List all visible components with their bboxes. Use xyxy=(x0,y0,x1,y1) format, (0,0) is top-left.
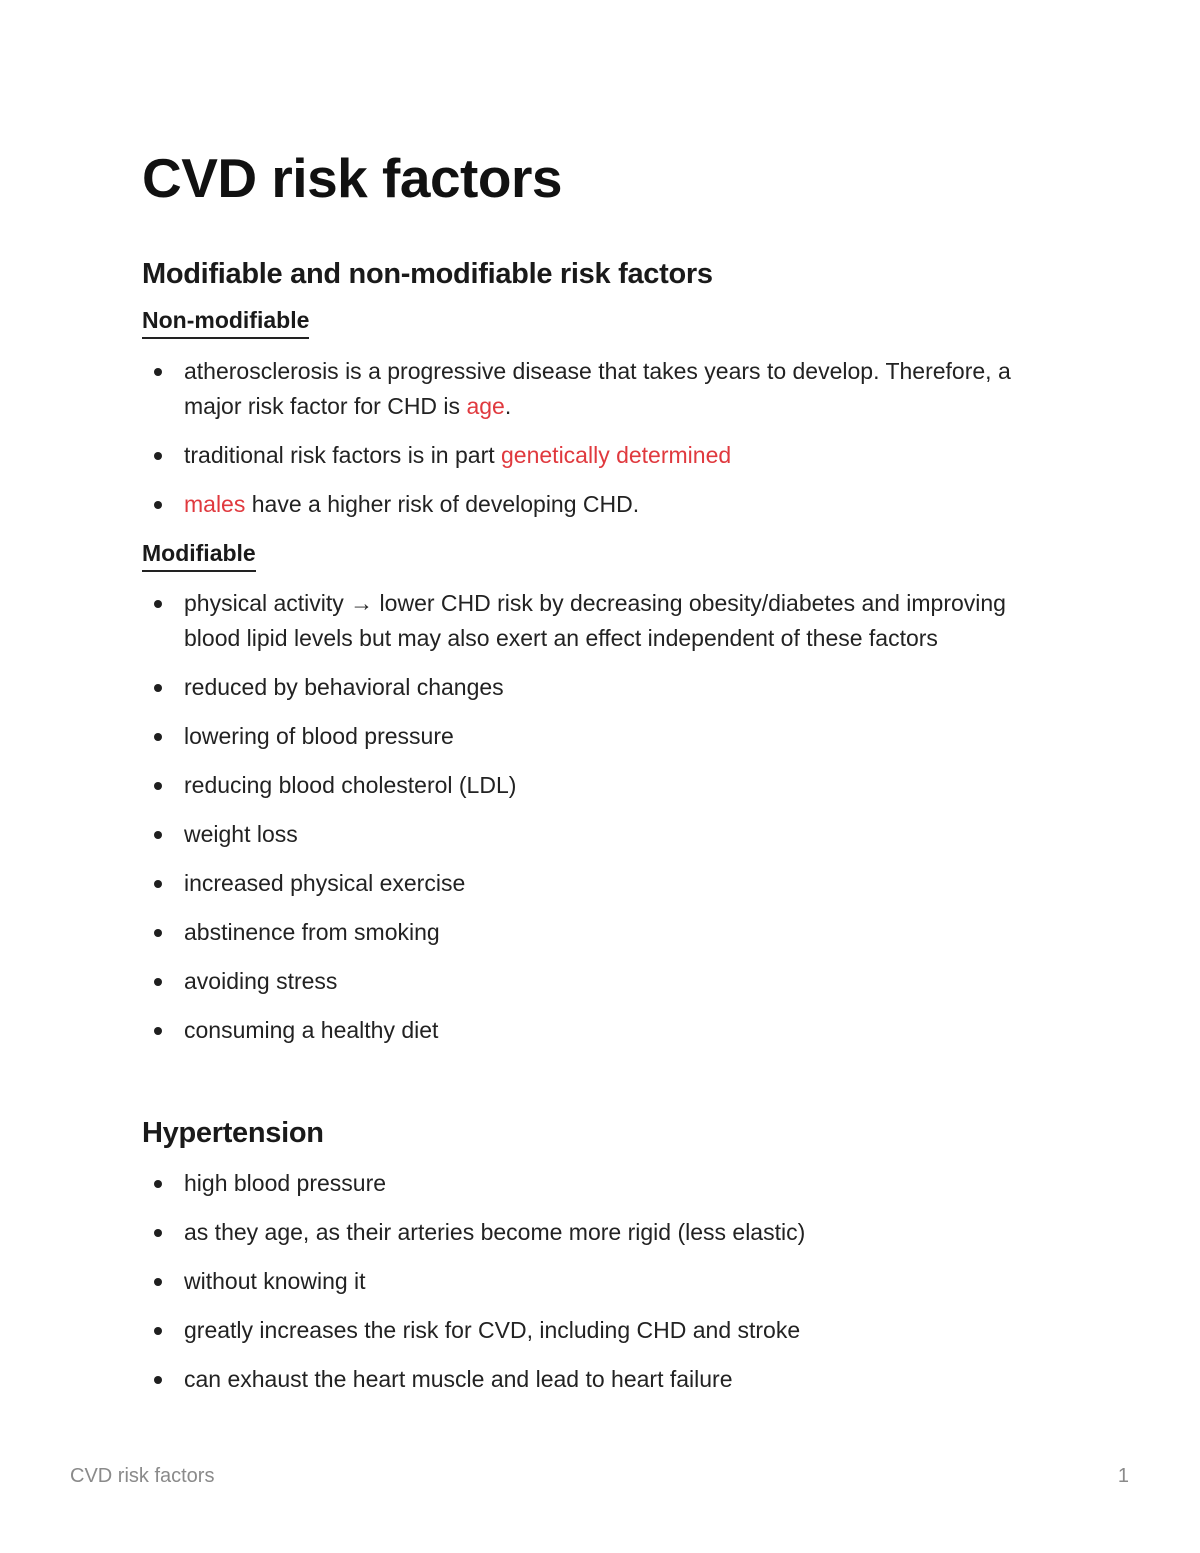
bullet-icon xyxy=(154,978,162,986)
bullet-icon xyxy=(154,929,162,937)
list-item: lowering of blood pressure xyxy=(142,719,1022,754)
footer-document-title: CVD risk factors xyxy=(70,1465,215,1487)
list-item: avoiding stress xyxy=(142,964,1022,999)
subheading-non-modifiable: Non-modifiable xyxy=(142,305,309,339)
list-item: high blood pressure xyxy=(142,1166,1022,1201)
highlighted-term: age xyxy=(466,393,505,419)
subheading-modifiable: Modifiable xyxy=(142,538,256,572)
list-item: traditional risk factors is in part genetically determined xyxy=(142,438,1022,473)
bullet-icon xyxy=(154,501,162,509)
highlighted-term: males xyxy=(184,491,246,517)
modifiable-list xyxy=(142,586,1022,1062)
bullet-icon xyxy=(154,782,162,790)
list-item: reducing blood cholesterol (LDL) xyxy=(142,768,1022,803)
bullet-icon xyxy=(154,880,162,888)
non-modifiable-list xyxy=(142,354,1022,536)
list-item: reduced by behavioral changes xyxy=(142,670,1022,705)
bullet-icon xyxy=(154,1327,162,1335)
list-item: as they age, as their arteries become more rigid (less elastic) xyxy=(142,1215,1022,1250)
bullet-icon xyxy=(154,684,162,692)
list-item: abstinence from smoking xyxy=(142,915,1022,950)
list-item: atherosclerosis is a progressive disease that takes years to develop. Therefore, a major risk factor for CHD is age. xyxy=(142,354,1022,424)
list-item: greatly increases the risk for CVD, including CHD and stroke xyxy=(142,1313,1022,1348)
bullet-icon xyxy=(154,1027,162,1035)
list-item: can exhaust the heart muscle and lead to heart failure xyxy=(142,1362,1022,1397)
bullet-icon xyxy=(154,1180,162,1188)
section-heading-risk-factors: Modifiable and non-modifiable risk factors xyxy=(142,258,713,290)
bullet-icon xyxy=(154,1376,162,1384)
list-item: increased physical exercise xyxy=(142,866,1022,901)
list-item: without knowing it xyxy=(142,1264,1022,1299)
page-title: CVD risk factors xyxy=(142,147,562,209)
list-item: weight loss xyxy=(142,817,1022,852)
bullet-icon xyxy=(154,1229,162,1237)
bullet-icon xyxy=(154,600,162,608)
bullet-icon xyxy=(154,733,162,741)
list-item: males have a higher risk of developing CHD. xyxy=(142,487,1022,522)
bullet-icon xyxy=(154,368,162,376)
list-item: consuming a healthy diet xyxy=(142,1013,1022,1048)
footer-page-number: 1 xyxy=(1117,1465,1129,1487)
bullet-icon xyxy=(154,1278,162,1286)
bullet-icon xyxy=(154,831,162,839)
highlighted-term: genetically determined xyxy=(501,442,732,468)
hypertension-list xyxy=(142,1166,1022,1411)
bullet-icon xyxy=(154,452,162,460)
list-item: physical activity → lower CHD risk by decreasing obesity/diabetes and improving blood lipid levels but may also exert an effect independent of these factors xyxy=(142,586,1022,656)
section-heading-hypertension: Hypertension xyxy=(142,1117,324,1149)
